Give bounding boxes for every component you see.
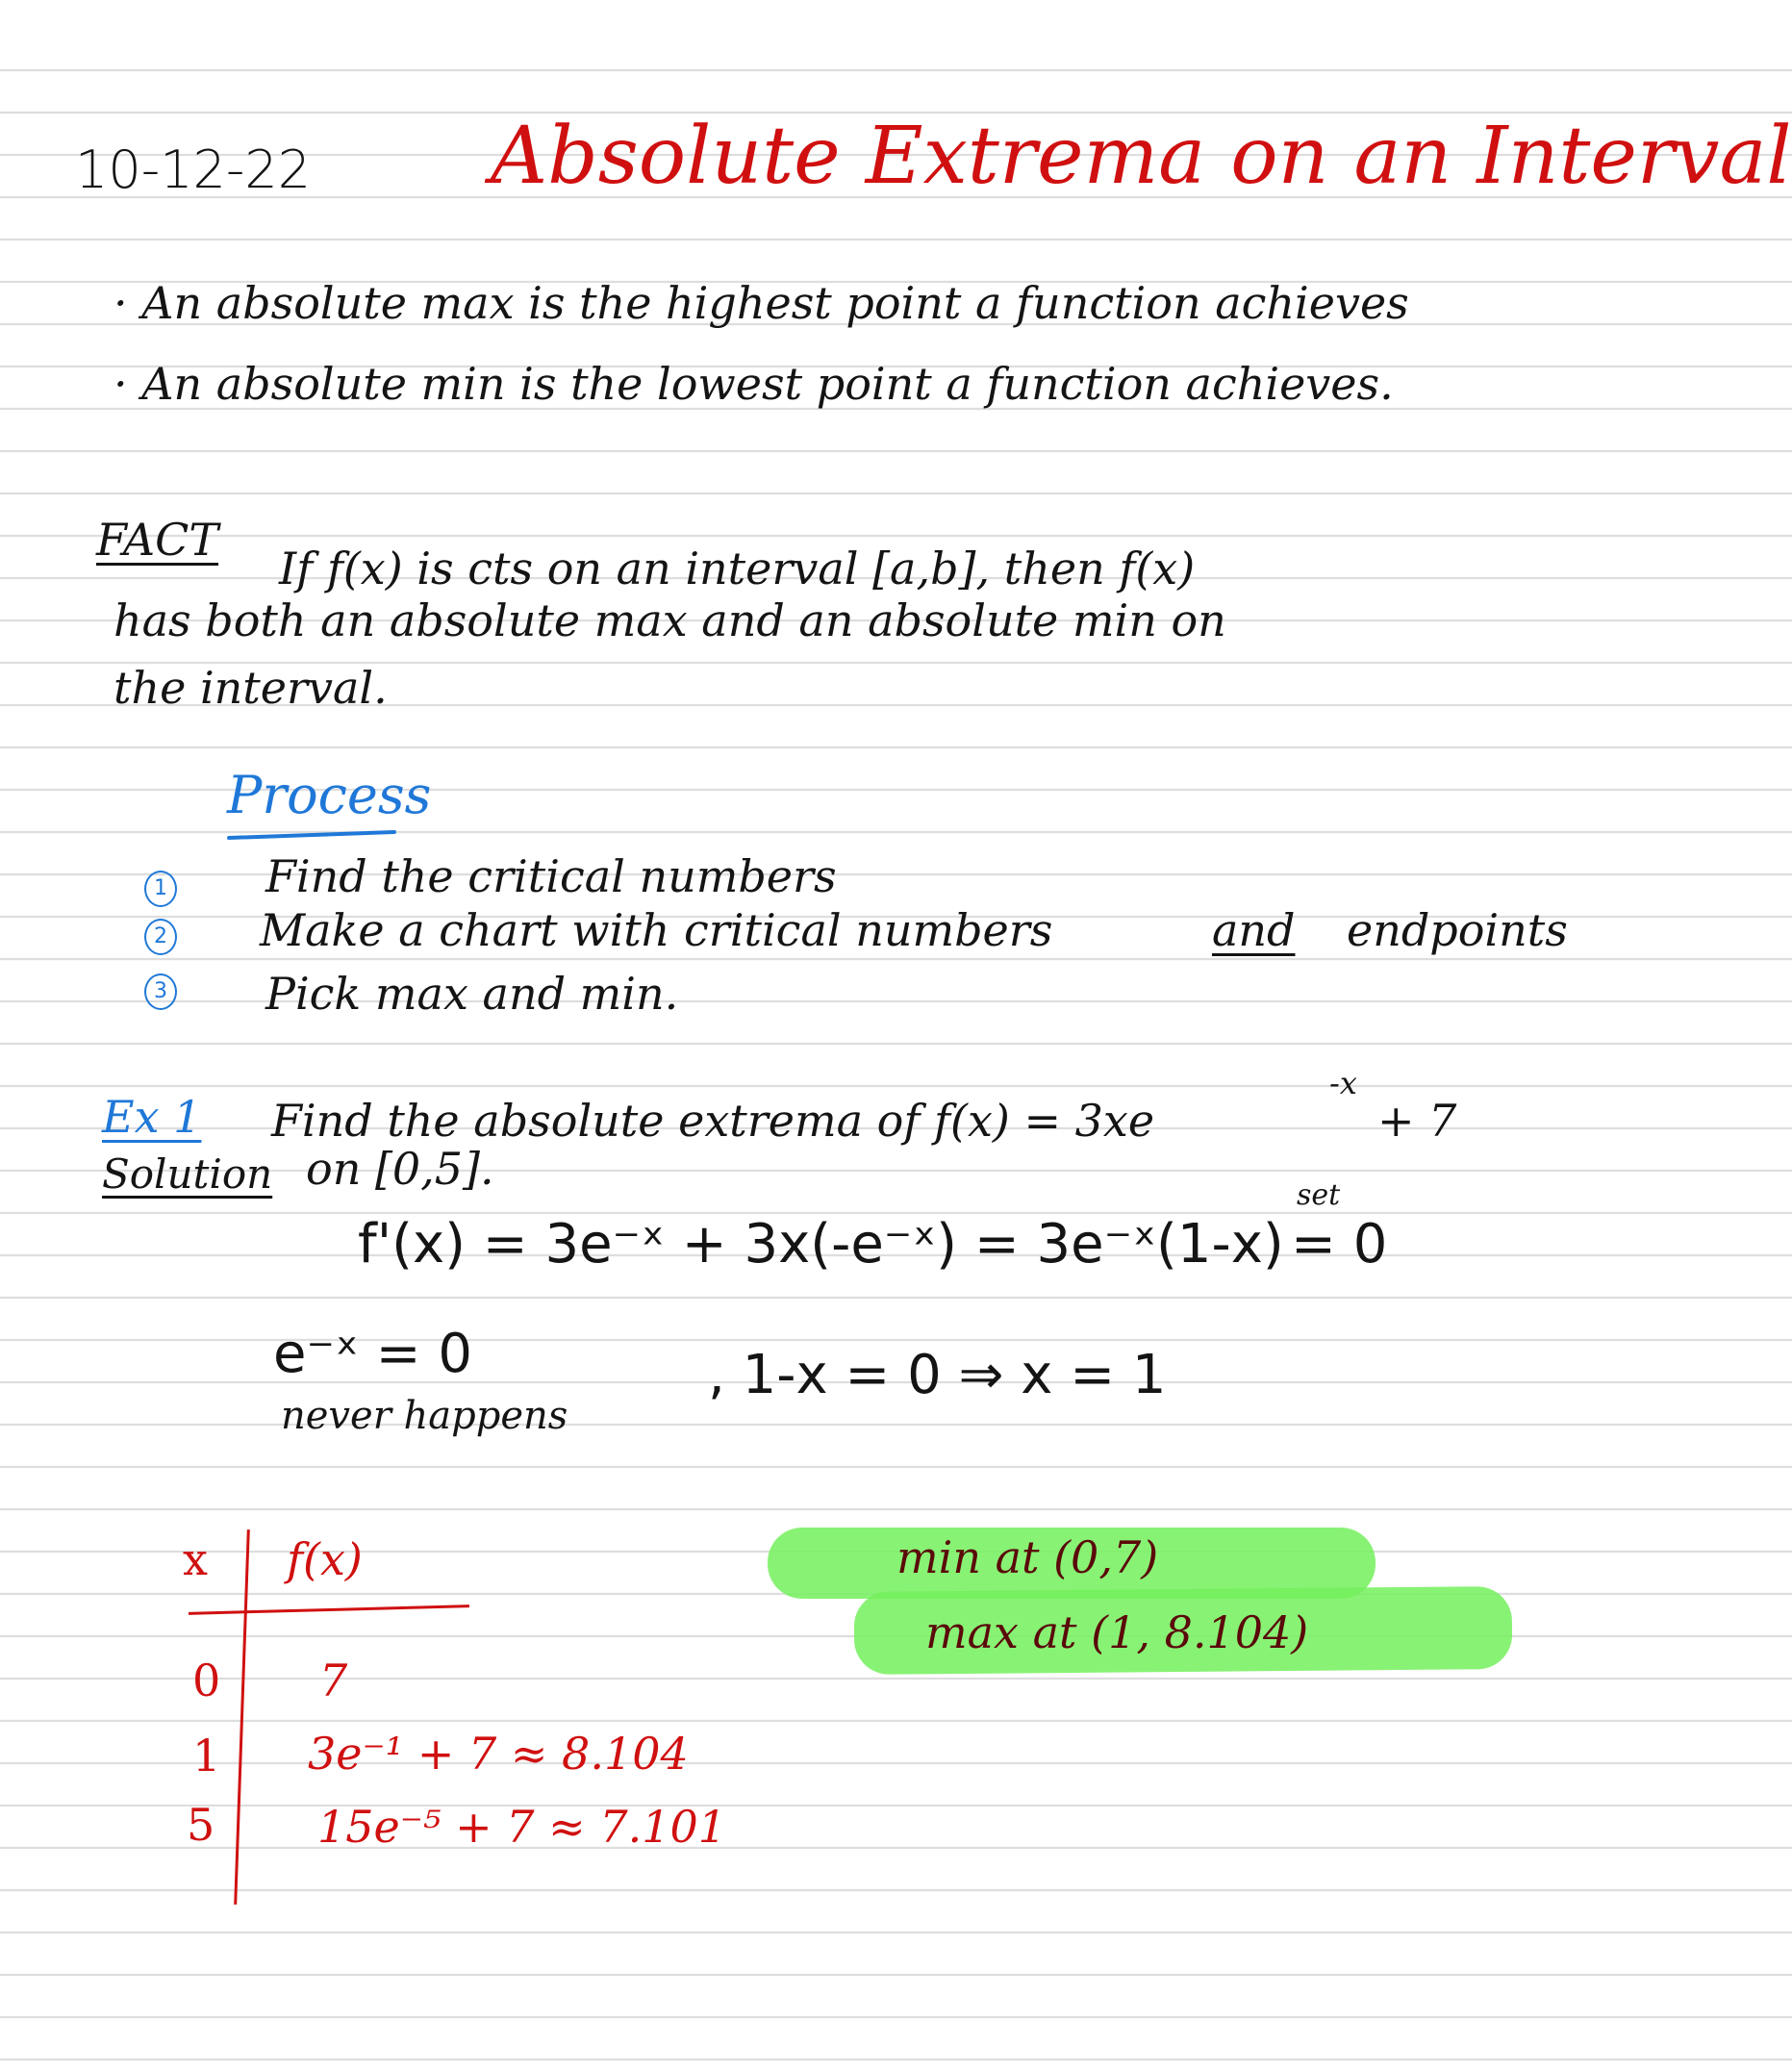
fact-line-2: has both an absolute max and an absolute min on (114, 594, 1226, 646)
fact-label: FACT (96, 514, 219, 566)
case-1-note: never happens (281, 1394, 568, 1438)
example-prompt-tail: + 7 (1377, 1095, 1457, 1147)
table-row-1-fx: 3e⁻¹ + 7 ≈ 8.104 (308, 1728, 689, 1780)
definition-min: · An absolute min is the lowest point a function achieves. (114, 358, 1394, 410)
case-2-equation: , 1-x = 0 ⇒ x = 1 (708, 1344, 1167, 1406)
table-horizontal-rule (189, 1605, 469, 1615)
example-exponent: -x (1329, 1065, 1357, 1101)
example-label: Ex 1 (102, 1091, 202, 1143)
interval-text: on [0,5]. (306, 1143, 494, 1195)
step-1-number: 1 (144, 871, 177, 907)
process-label: Process (227, 765, 432, 825)
table-vertical-rule (234, 1529, 250, 1905)
set-zero: = 0 (1291, 1213, 1388, 1276)
step-2-and: and (1212, 904, 1296, 956)
derivative-equation: f'(x) = 3e⁻ˣ + 3x(-e⁻ˣ) = 3e⁻ˣ(1-x) (358, 1213, 1284, 1276)
step-2-text: Make a chart with critical numbers (260, 904, 1053, 956)
table-row-2-x: 5 (187, 1799, 215, 1851)
solution-label: Solution (102, 1150, 273, 1198)
table-row-2-fx: 15e⁻⁵ + 7 ≈ 7.101 (317, 1801, 727, 1853)
table-row-0-x: 0 (192, 1655, 221, 1706)
step-2-endpoints: endpoints (1347, 904, 1568, 956)
date: 10-12-22 (75, 139, 312, 200)
min-result: min at (0,7) (896, 1531, 1159, 1583)
set-label: set (1297, 1178, 1341, 1212)
step-1-text: Find the critical numbers (265, 850, 837, 902)
table-row-0-fx: 7 (319, 1655, 348, 1706)
page-title: Absolute Extrema on an Interval (491, 111, 1792, 202)
fact-line-3: the interval. (114, 662, 388, 714)
case-1-equation: e⁻ˣ = 0 (273, 1323, 473, 1385)
table-row-1-x: 1 (192, 1730, 221, 1781)
process-underline (227, 830, 396, 840)
table-header-x: x (183, 1533, 208, 1585)
step-2-number: 2 (144, 919, 177, 955)
table-header-fx: f(x) (287, 1533, 363, 1585)
step-3-number: 3 (144, 973, 177, 1010)
definition-max: · An absolute max is the highest point a function achieves (114, 277, 1409, 329)
example-prompt: Find the absolute extrema of f(x) = 3xe (271, 1095, 1155, 1147)
fact-line-1: If f(x) is cts on an interval [a,b], then f(x) (279, 543, 1196, 594)
step-3-text: Pick max and min. (265, 968, 679, 1020)
max-result: max at (1, 8.104) (925, 1606, 1309, 1658)
